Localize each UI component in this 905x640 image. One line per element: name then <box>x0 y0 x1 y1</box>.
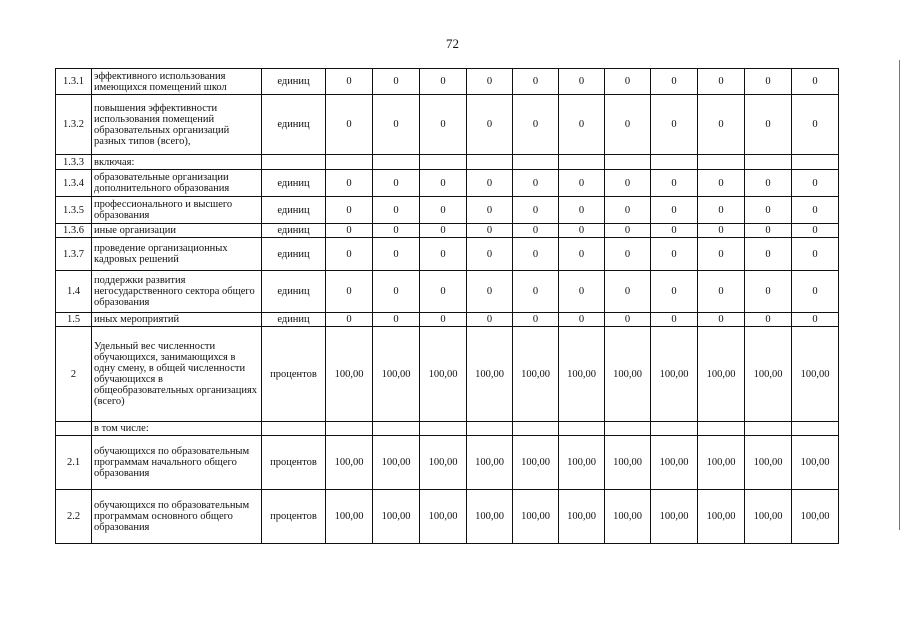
row-value: 0 <box>651 95 698 155</box>
row-value: 0 <box>651 69 698 95</box>
row-value <box>420 422 467 436</box>
row-value: 0 <box>326 224 373 238</box>
row-value: 0 <box>420 197 467 224</box>
table-row <box>56 69 839 95</box>
table-row <box>56 327 839 422</box>
row-unit: процентов <box>262 436 326 490</box>
row-value: 100,00 <box>559 490 605 544</box>
row-value <box>373 155 420 170</box>
table-row <box>56 490 839 544</box>
row-value: 0 <box>651 313 698 327</box>
row-name: проведение организационных кадровых решений <box>92 238 262 271</box>
table-row <box>56 95 839 155</box>
row-value: 0 <box>745 197 792 224</box>
row-value: 0 <box>745 313 792 327</box>
row-value: 0 <box>373 224 420 238</box>
row-value: 0 <box>651 197 698 224</box>
row-value: 0 <box>559 170 605 197</box>
row-unit: процентов <box>262 327 326 422</box>
row-code: 1.3.1 <box>56 69 92 95</box>
row-value: 100,00 <box>745 490 792 544</box>
row-value: 0 <box>373 197 420 224</box>
row-unit: единиц <box>262 271 326 313</box>
row-value: 0 <box>467 313 513 327</box>
row-value: 0 <box>792 224 839 238</box>
row-value: 0 <box>420 271 467 313</box>
row-value: 0 <box>326 197 373 224</box>
row-value: 100,00 <box>513 490 559 544</box>
row-value: 0 <box>745 238 792 271</box>
row-value: 100,00 <box>605 327 651 422</box>
row-value: 0 <box>605 238 651 271</box>
row-value: 100,00 <box>326 490 373 544</box>
row-code: 1.3.2 <box>56 95 92 155</box>
row-code: 2.2 <box>56 490 92 544</box>
row-value <box>559 155 605 170</box>
row-value: 0 <box>792 271 839 313</box>
row-value: 0 <box>698 238 745 271</box>
row-value <box>745 155 792 170</box>
row-unit <box>262 422 326 436</box>
table-row <box>56 224 839 238</box>
row-code: 1.3.6 <box>56 224 92 238</box>
row-value: 100,00 <box>467 436 513 490</box>
row-value: 100,00 <box>326 436 373 490</box>
row-value: 100,00 <box>559 436 605 490</box>
row-value: 0 <box>792 95 839 155</box>
row-value: 0 <box>792 170 839 197</box>
table-row <box>56 155 839 170</box>
row-value: 0 <box>513 271 559 313</box>
row-value: 0 <box>326 238 373 271</box>
row-value: 0 <box>605 313 651 327</box>
row-value: 0 <box>326 313 373 327</box>
row-value: 0 <box>467 224 513 238</box>
row-value: 100,00 <box>792 490 839 544</box>
row-value: 0 <box>559 69 605 95</box>
row-value: 0 <box>467 95 513 155</box>
row-value <box>605 155 651 170</box>
row-value: 0 <box>605 69 651 95</box>
row-value: 100,00 <box>651 436 698 490</box>
row-value: 0 <box>467 271 513 313</box>
row-value: 0 <box>373 238 420 271</box>
row-value <box>745 422 792 436</box>
row-value: 0 <box>326 271 373 313</box>
row-value: 0 <box>698 197 745 224</box>
row-value: 100,00 <box>513 327 559 422</box>
row-value: 100,00 <box>420 490 467 544</box>
row-value <box>792 422 839 436</box>
row-unit: единиц <box>262 95 326 155</box>
row-name: обучающихся по образовательным программам начального общего образования <box>92 436 262 490</box>
row-value: 0 <box>373 95 420 155</box>
row-value <box>792 155 839 170</box>
row-value <box>420 155 467 170</box>
scan-edge-line <box>899 60 900 530</box>
row-value <box>467 422 513 436</box>
table-row <box>56 197 839 224</box>
row-value <box>698 155 745 170</box>
row-value <box>326 155 373 170</box>
row-value <box>651 422 698 436</box>
row-name: иные организации <box>92 224 262 238</box>
table-body <box>56 69 839 544</box>
row-value: 0 <box>513 69 559 95</box>
row-value: 100,00 <box>792 327 839 422</box>
row-value: 0 <box>513 170 559 197</box>
row-value: 0 <box>513 238 559 271</box>
row-value: 0 <box>513 197 559 224</box>
row-unit: единиц <box>262 170 326 197</box>
row-value: 0 <box>467 69 513 95</box>
table-row <box>56 436 839 490</box>
row-value: 100,00 <box>605 436 651 490</box>
row-value <box>373 422 420 436</box>
row-name: включая: <box>92 155 262 170</box>
row-value: 0 <box>513 313 559 327</box>
row-value: 100,00 <box>513 436 559 490</box>
row-value: 0 <box>698 271 745 313</box>
row-value <box>605 422 651 436</box>
row-value: 100,00 <box>698 436 745 490</box>
row-name: иных мероприятий <box>92 313 262 327</box>
row-unit: единиц <box>262 197 326 224</box>
row-code <box>56 422 92 436</box>
row-value: 0 <box>698 69 745 95</box>
row-unit: единиц <box>262 224 326 238</box>
row-unit: единиц <box>262 313 326 327</box>
table-row <box>56 170 839 197</box>
row-value: 100,00 <box>420 436 467 490</box>
row-value: 100,00 <box>467 490 513 544</box>
row-value: 0 <box>651 170 698 197</box>
row-value: 0 <box>420 238 467 271</box>
row-value: 0 <box>467 197 513 224</box>
row-value: 100,00 <box>373 436 420 490</box>
row-value: 0 <box>792 238 839 271</box>
row-value: 0 <box>745 69 792 95</box>
row-value: 0 <box>559 197 605 224</box>
row-value: 0 <box>326 95 373 155</box>
row-value: 100,00 <box>420 327 467 422</box>
row-value: 0 <box>559 95 605 155</box>
row-value: 0 <box>559 238 605 271</box>
row-value: 0 <box>745 224 792 238</box>
row-value: 0 <box>420 170 467 197</box>
row-code: 1.3.7 <box>56 238 92 271</box>
indicators-table <box>55 68 839 544</box>
row-name: эффективного использования имеющихся помещений школ <box>92 69 262 95</box>
row-code: 2.1 <box>56 436 92 490</box>
row-value: 0 <box>420 224 467 238</box>
row-value: 100,00 <box>559 327 605 422</box>
row-value: 100,00 <box>745 436 792 490</box>
row-value: 0 <box>513 95 559 155</box>
row-value <box>513 155 559 170</box>
row-value: 0 <box>698 224 745 238</box>
row-name: поддержки развития негосударственного сектора общего образования <box>92 271 262 313</box>
row-value: 100,00 <box>651 490 698 544</box>
table-row <box>56 422 839 436</box>
table-row <box>56 271 839 313</box>
row-value: 100,00 <box>326 327 373 422</box>
row-value <box>698 422 745 436</box>
row-value: 0 <box>605 271 651 313</box>
row-code: 1.3.3 <box>56 155 92 170</box>
row-value: 0 <box>698 170 745 197</box>
row-value: 0 <box>605 95 651 155</box>
row-value <box>559 422 605 436</box>
row-value: 0 <box>420 313 467 327</box>
row-value: 0 <box>605 170 651 197</box>
row-value: 0 <box>745 95 792 155</box>
row-value: 0 <box>559 271 605 313</box>
row-code: 2 <box>56 327 92 422</box>
row-value: 0 <box>467 238 513 271</box>
row-value: 0 <box>605 224 651 238</box>
row-name: обучающихся по образовательным программам основного общего образования <box>92 490 262 544</box>
page-number: 72 <box>446 36 459 51</box>
row-value: 100,00 <box>467 327 513 422</box>
row-value: 0 <box>373 313 420 327</box>
row-name: повышения эффективности использования помещений образовательных организаций разных типов (всего), <box>92 95 262 155</box>
row-code: 1.4 <box>56 271 92 313</box>
row-code: 1.3.5 <box>56 197 92 224</box>
row-value: 0 <box>373 69 420 95</box>
row-value: 100,00 <box>698 490 745 544</box>
row-value: 100,00 <box>792 436 839 490</box>
row-value: 0 <box>373 170 420 197</box>
row-value: 0 <box>420 69 467 95</box>
row-value: 100,00 <box>373 490 420 544</box>
row-value: 0 <box>792 313 839 327</box>
row-value: 0 <box>373 271 420 313</box>
row-value: 100,00 <box>651 327 698 422</box>
table-row <box>56 313 839 327</box>
row-value: 0 <box>698 313 745 327</box>
row-unit: единиц <box>262 238 326 271</box>
row-name: профессионального и высшего образования <box>92 197 262 224</box>
row-value: 0 <box>792 197 839 224</box>
row-name: Удельный вес численности обучающихся, занимающихся в одну смену, в общей численности обучающихся в общеобразовательных организациях (всего) <box>92 327 262 422</box>
row-value: 0 <box>651 271 698 313</box>
row-value: 0 <box>745 170 792 197</box>
row-value: 0 <box>745 271 792 313</box>
row-value: 0 <box>326 69 373 95</box>
row-code: 1.5 <box>56 313 92 327</box>
row-name: образовательные организации дополнительного образования <box>92 170 262 197</box>
row-unit: процентов <box>262 490 326 544</box>
table-row <box>56 238 839 271</box>
row-value: 0 <box>326 170 373 197</box>
row-value <box>651 155 698 170</box>
row-value: 0 <box>792 69 839 95</box>
row-value <box>513 422 559 436</box>
row-value: 0 <box>513 224 559 238</box>
row-value: 0 <box>698 95 745 155</box>
row-unit <box>262 155 326 170</box>
row-unit: единиц <box>262 69 326 95</box>
row-value: 0 <box>559 313 605 327</box>
row-value <box>467 155 513 170</box>
row-value: 0 <box>605 197 651 224</box>
row-value <box>326 422 373 436</box>
row-value: 100,00 <box>373 327 420 422</box>
row-value: 0 <box>559 224 605 238</box>
row-value: 0 <box>651 238 698 271</box>
row-code: 1.3.4 <box>56 170 92 197</box>
row-value: 0 <box>420 95 467 155</box>
row-name: в том числе: <box>92 422 262 436</box>
row-value: 100,00 <box>605 490 651 544</box>
row-value: 0 <box>467 170 513 197</box>
row-value: 100,00 <box>698 327 745 422</box>
row-value: 100,00 <box>745 327 792 422</box>
row-value: 0 <box>651 224 698 238</box>
